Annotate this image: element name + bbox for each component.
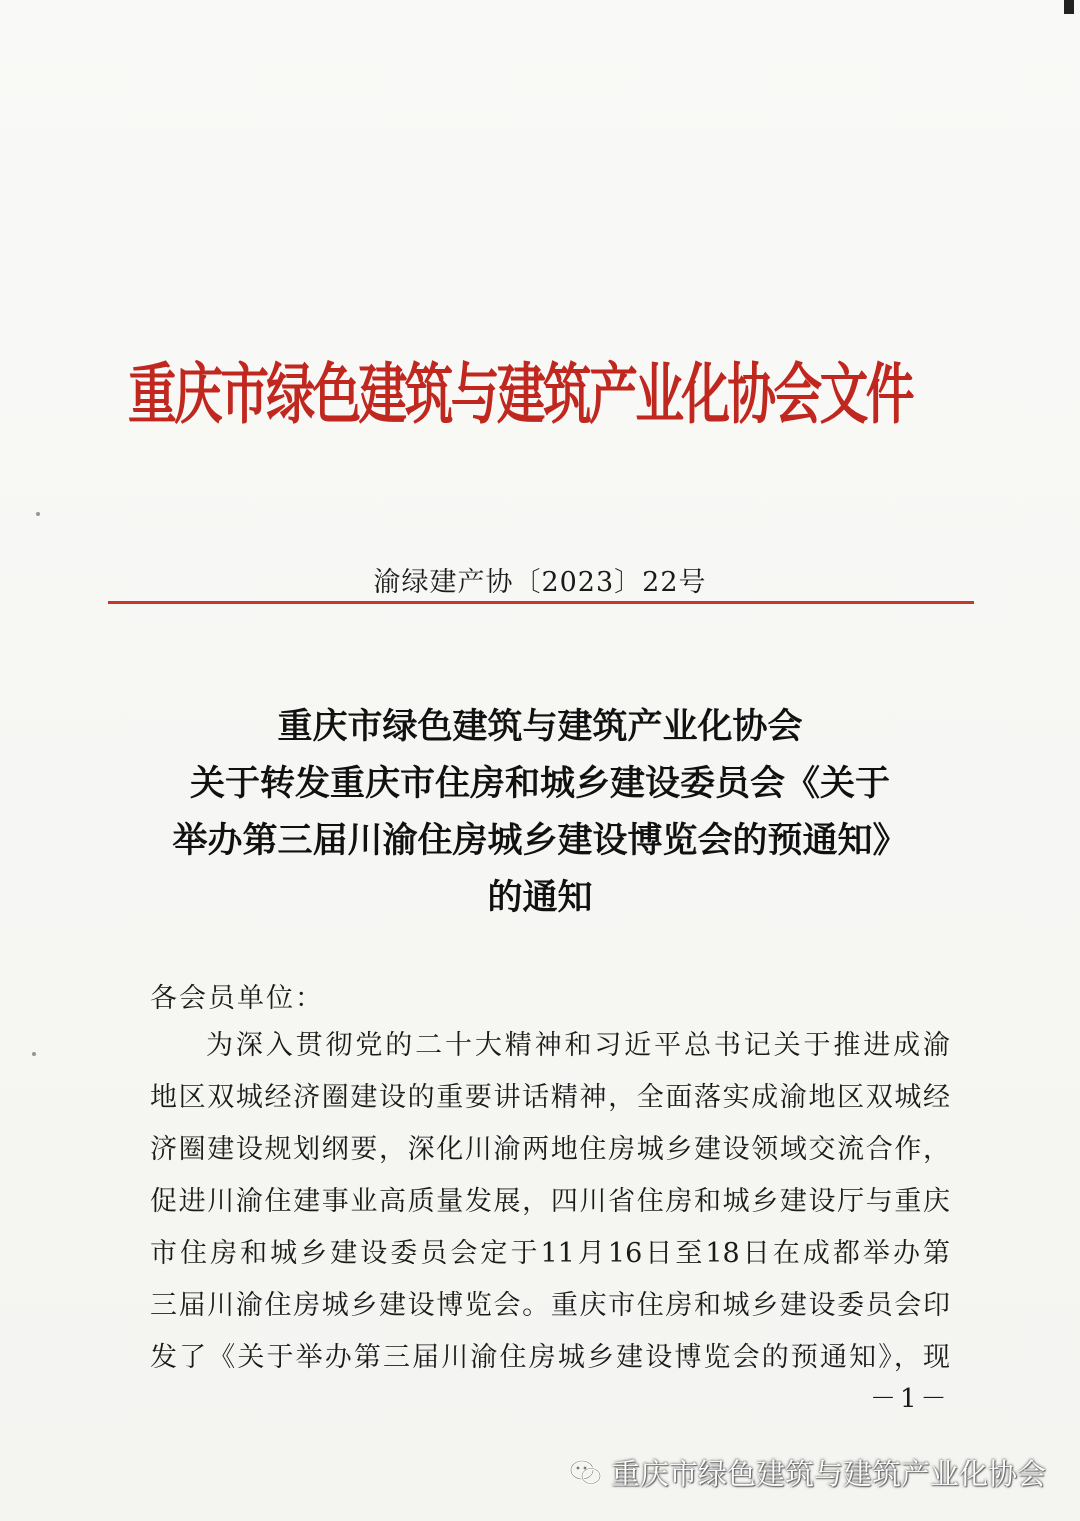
body-line: 地区双城经济圈建设的重要讲话精神，全面落实成渝地区双城经	[150, 1082, 950, 1113]
letterhead-title: 重庆市绿色建筑与建筑产业化协会文件	[128, 355, 912, 434]
corner-mark	[1064, 0, 1074, 14]
body-line: 济圈建设规划纲要，深化川渝两地住房城乡建设领域交流合作，	[150, 1134, 950, 1165]
watermark-text: 重庆市绿色建筑与建筑产业化协会	[610, 1457, 1046, 1491]
notice-title-line: 举办第三届川渝住房城乡建设博览会的预通知》	[172, 820, 908, 861]
notice-title	[130, 698, 950, 926]
body-line: 三届川渝住房城乡建设博览会。重庆市住房和城乡建设委员会印	[150, 1290, 950, 1321]
notice-title-line: 重庆市绿色建筑与建筑产业化协会	[277, 706, 803, 747]
salutation: 各会员单位：	[150, 983, 324, 1014]
body-paragraph	[150, 1020, 950, 1384]
body-line: 市住房和城乡建设委员会定于11月16日至18日在成都举办第	[150, 1238, 950, 1269]
wechat-icon	[569, 1459, 603, 1487]
scan-speck	[36, 512, 40, 516]
red-divider-line	[108, 601, 974, 604]
scan-speck	[32, 1052, 36, 1056]
body-line: 促进川渝住建事业高质量发展，四川省住房和城乡建设厅与重庆	[150, 1186, 950, 1217]
page-number: －1－	[870, 1384, 951, 1414]
document-number: 渝绿建产协〔2023〕22号	[373, 567, 707, 598]
body-line: 发了《关于举办第三届川渝住房城乡建设博览会的预通知》，现	[150, 1342, 950, 1373]
notice-title-line: 的通知	[487, 877, 593, 918]
body-line: 为深入贯彻党的二十大精神和习近平总书记关于推进成渝	[206, 1030, 950, 1061]
notice-title-line: 关于转发重庆市住房和城乡建设委员会《关于	[189, 763, 890, 804]
wechat-watermark	[569, 1452, 1046, 1493]
